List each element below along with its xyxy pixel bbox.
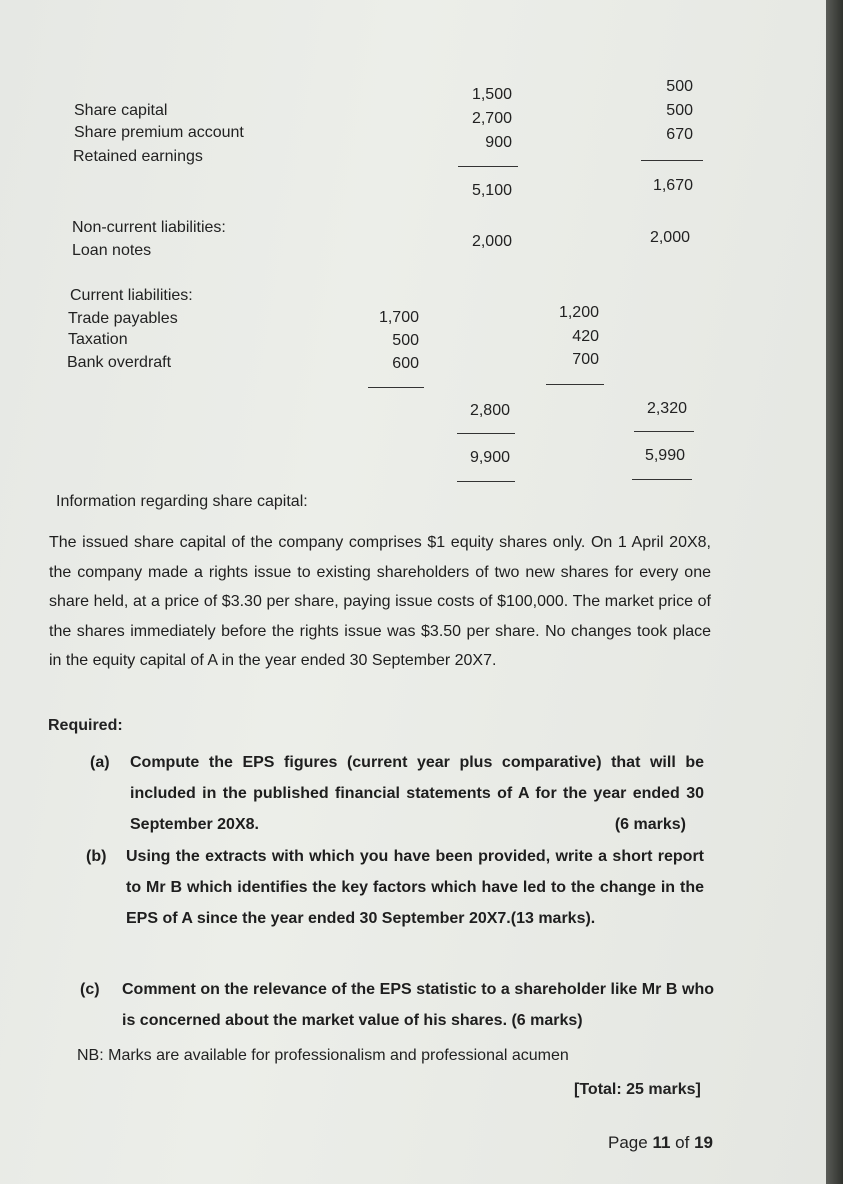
current-col2-rule [634, 431, 694, 432]
note-text: NB: Marks are available for professionalism and professional acumen [77, 1047, 569, 1064]
grand-col1-total: 9,900 [469, 449, 510, 466]
current-col2-total: 2,320 [646, 400, 687, 417]
noncurrent-col1-value: 2,000 [471, 233, 512, 250]
noncurrent-col2-value: 2,000 [649, 229, 690, 246]
equity-label-share-capital: Share capital [74, 102, 168, 119]
page-number [608, 1133, 713, 1153]
equity-col1-rule [458, 166, 518, 167]
equity-col1-value: 900 [485, 134, 512, 151]
current-heading: Current liabilities: [70, 287, 193, 304]
current-sub-a-value: 1,700 [378, 309, 419, 326]
required-item-a-text: Compute the EPS figures (current year plus comparative) that will be included in the published financial statements of A for the year ended 30 September 20X8. [130, 754, 704, 833]
grand-col1-rule [457, 481, 515, 482]
current-col1-total: 2,800 [469, 402, 510, 419]
info-heading: Information regarding share capital: [56, 493, 308, 510]
page-sep: of [675, 1133, 690, 1152]
equity-col2-rule [641, 160, 703, 161]
required-item-c [80, 974, 714, 1038]
equity-label-share-premium: Share premium account [74, 124, 244, 141]
noncurrent-loan-notes-label: Loan notes [72, 242, 152, 259]
required-item-b [86, 841, 704, 966]
required-item-b-label: (b) [86, 848, 107, 865]
required-item-c-label: (c) [80, 981, 100, 998]
equity-col2-value: 500 [666, 78, 693, 95]
current-sub-a-value: 500 [392, 332, 419, 349]
equity-col1-value: 2,700 [471, 110, 512, 127]
grand-col2-rule [632, 479, 692, 480]
current-label-bank-overdraft: Bank overdraft [67, 354, 172, 371]
grand-col2-total: 5,990 [644, 447, 685, 464]
current-sub-a-rule [368, 387, 424, 388]
page-prefix: Page [608, 1133, 648, 1152]
noncurrent-heading: Non-current liabilities: [72, 219, 226, 236]
equity-label-retained-earnings: Retained earnings [73, 148, 203, 165]
total-marks: [Total: 25 marks] [574, 1081, 701, 1098]
required-heading: Required: [48, 717, 123, 734]
required-item-c-text: Comment on the relevance of the EPS statistic to a shareholder like Mr B who is concerned about the market value of his shares. (6 marks) [122, 981, 714, 1029]
required-item-b-text: Using the extracts with which you have been provided, write a short report to Mr B which identifies the key factors which have led to the change in the EPS of A since the year ended 30 September 20X7.(13 marks). [126, 848, 704, 927]
equity-col2-total: 1,670 [652, 177, 693, 194]
page-edge-shadow [826, 0, 843, 1184]
info-paragraph: The issued share capital of the company comprises $1 equity shares only. On 1 April 20X8, the company made a rights issue to existing shareholders of two new shares for every one share held, at a price of $3.30 per share, paying issue costs of $100,000. The market price of the shares immediately before the rights issue was $3.50 per share. No changes took place in the equity capital of A in the year ended 30 September 20X7. [49, 534, 711, 669]
equity-col2-value: 670 [666, 126, 693, 143]
current-sub-a-value: 600 [392, 355, 419, 372]
equity-col1-value: 1,500 [471, 86, 512, 103]
required-item-a [90, 747, 704, 841]
equity-col1-total: 5,100 [471, 182, 512, 199]
current-sub-b-value: 700 [572, 351, 599, 368]
current-label-taxation: Taxation [68, 331, 128, 348]
page-current: 11 [652, 1133, 671, 1152]
current-label-trade-payables: Trade payables [68, 310, 178, 327]
page-total: 19 [694, 1133, 713, 1152]
current-sub-b-value: 1,200 [558, 304, 599, 321]
equity-col2-value: 500 [666, 102, 693, 119]
current-sub-b-rule [546, 384, 604, 385]
required-item-a-label: (a) [90, 754, 110, 771]
required-item-a-marks: (6 marks) [614, 816, 686, 833]
current-col1-rule [457, 433, 515, 434]
current-sub-b-value: 420 [572, 328, 599, 345]
